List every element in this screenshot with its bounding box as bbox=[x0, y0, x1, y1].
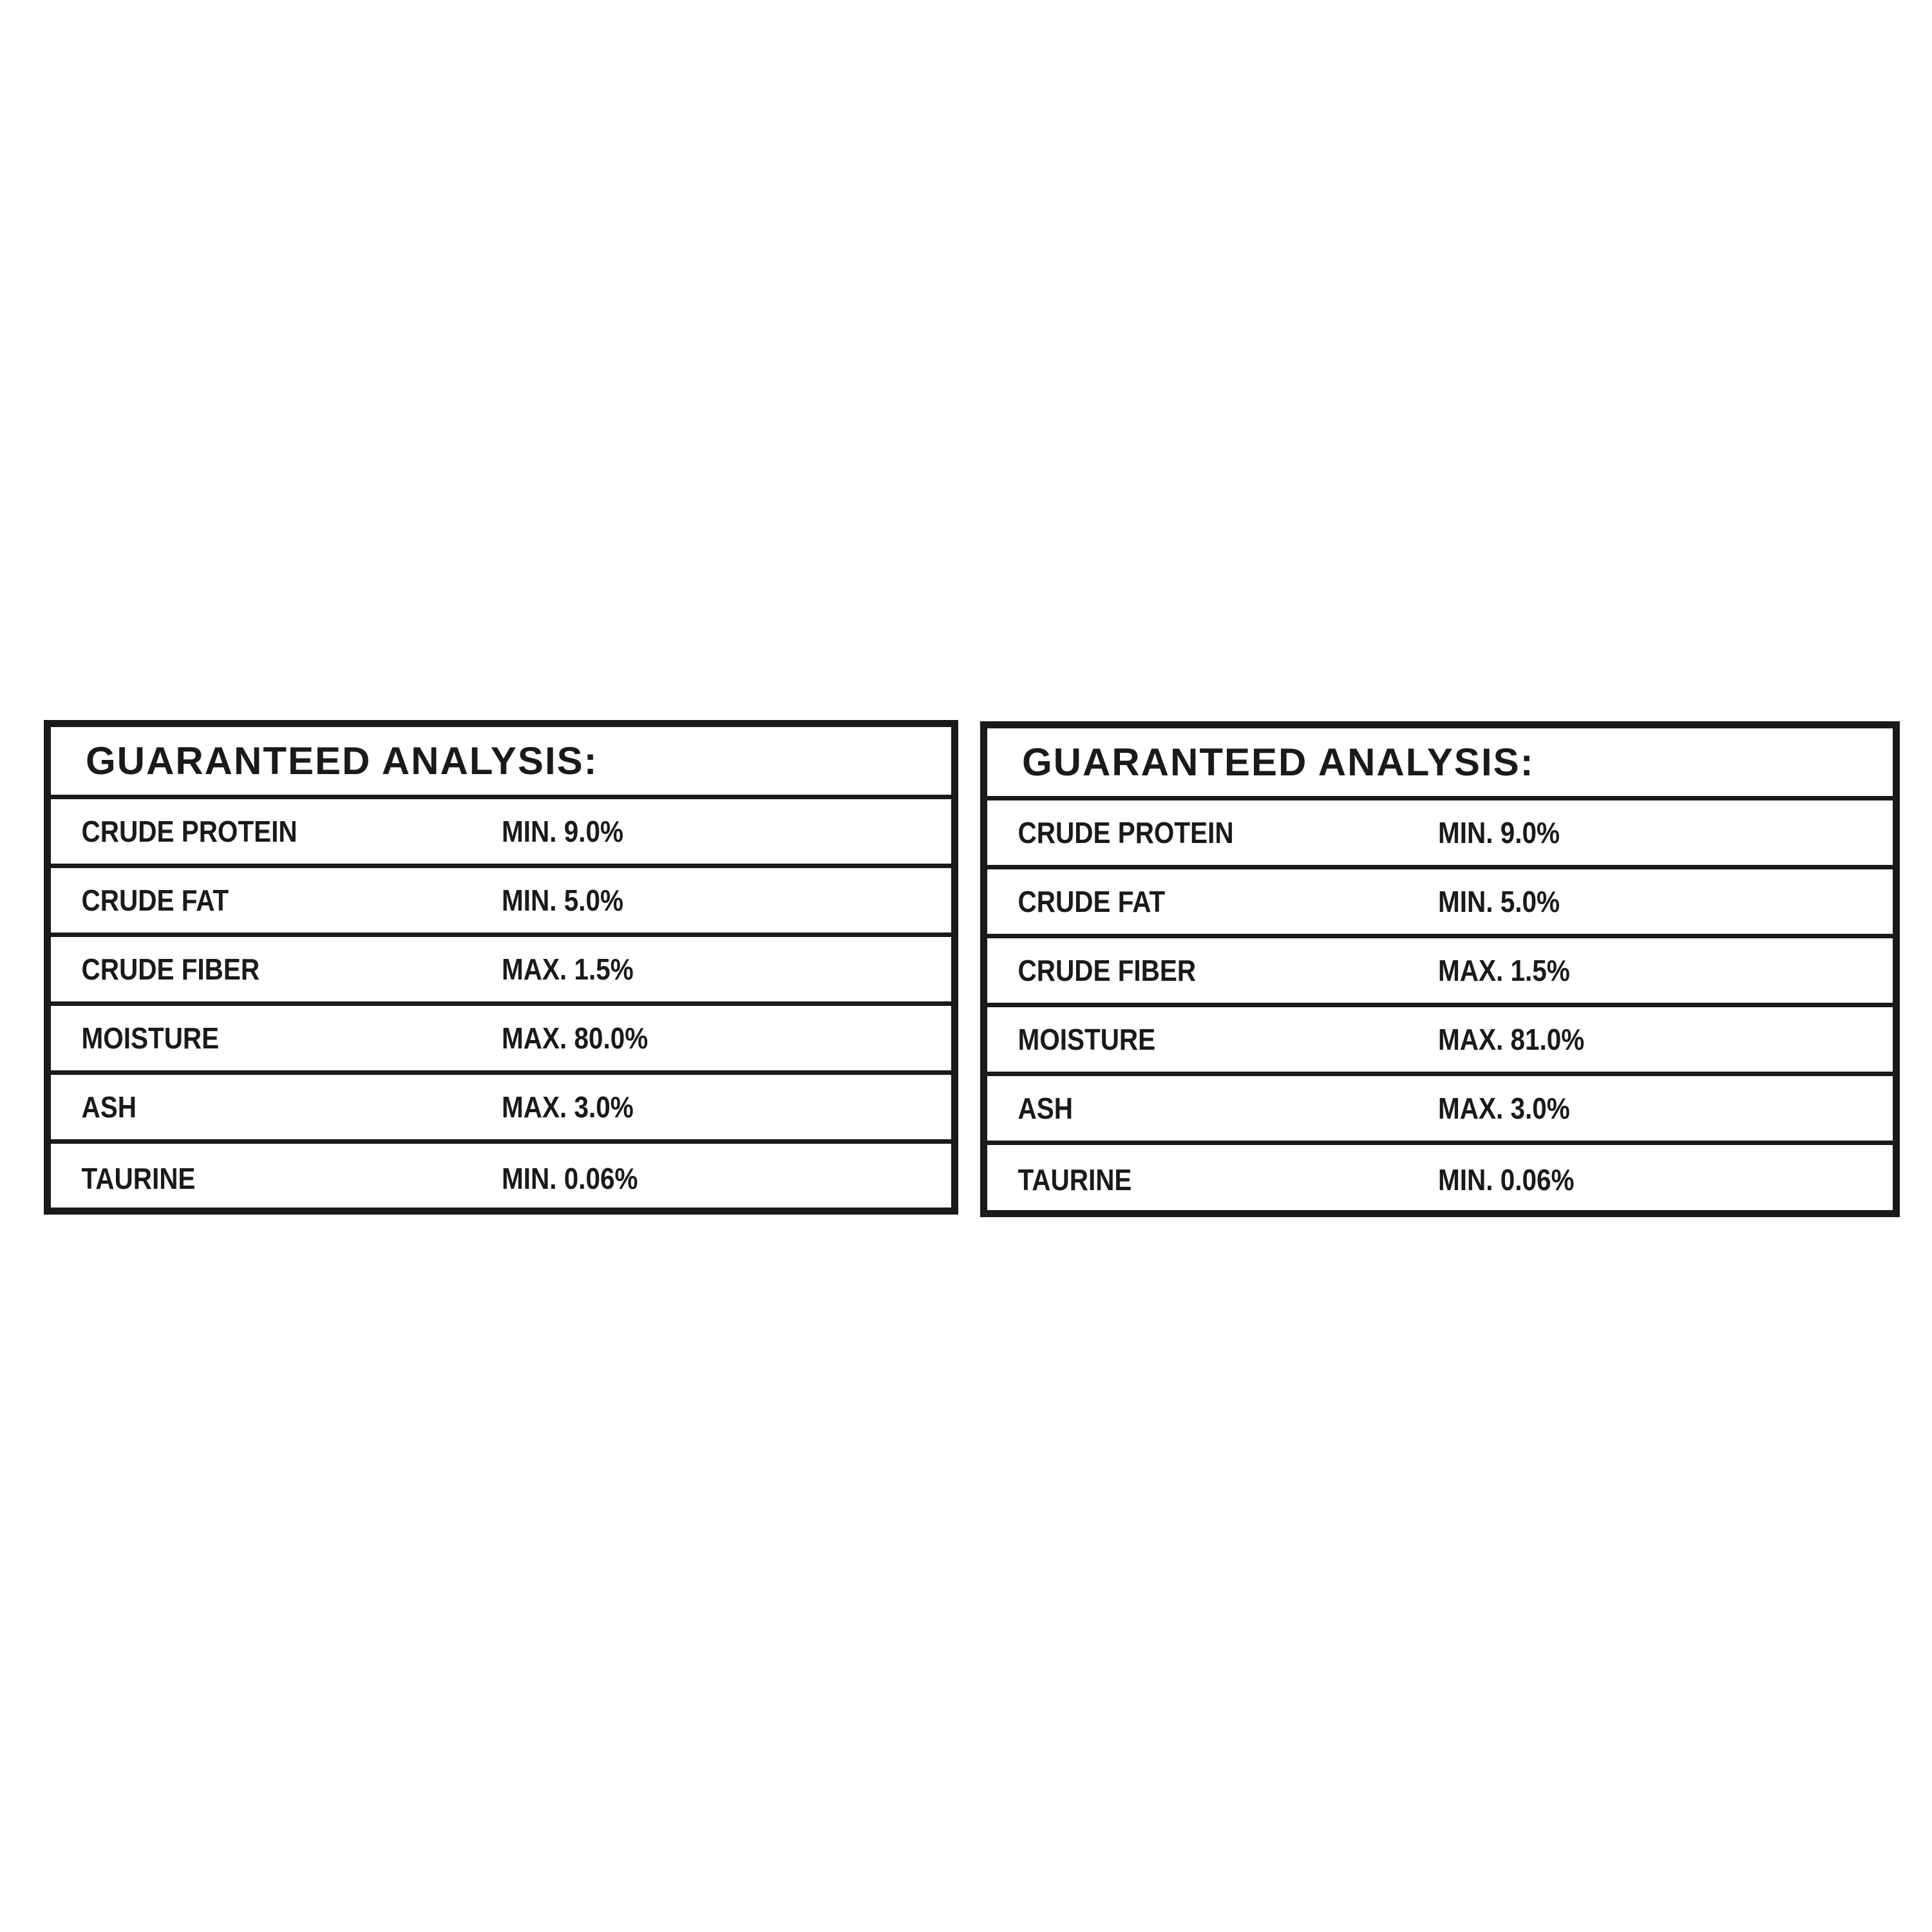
table-row bbox=[51, 799, 951, 868]
guaranteed-analysis-panel-left bbox=[44, 720, 958, 1215]
nutrient-value: MIN. 9.0% bbox=[1438, 816, 1560, 849]
nutrient-label: ASH bbox=[1018, 1092, 1073, 1125]
nutrient-label: ASH bbox=[81, 1090, 137, 1124]
table-row bbox=[51, 1144, 951, 1213]
nutrient-value: MIN. 0.06% bbox=[502, 1161, 638, 1195]
guaranteed-analysis-panel-right bbox=[980, 721, 1900, 1217]
nutrient-label: CRUDE PROTEIN bbox=[81, 815, 298, 848]
nutrient-label: TAURINE bbox=[1018, 1162, 1132, 1197]
nutrient-value: MIN. 0.06% bbox=[1438, 1162, 1575, 1197]
table-row bbox=[987, 938, 1893, 1007]
nutrient-value: MAX. 3.0% bbox=[502, 1090, 634, 1124]
table-row bbox=[987, 1007, 1893, 1076]
nutrient-value: MIN. 5.0% bbox=[502, 884, 623, 917]
nutrient-label: CRUDE FIBER bbox=[1018, 954, 1197, 987]
table-row bbox=[51, 1006, 951, 1075]
table-row bbox=[51, 868, 951, 937]
nutrient-value: MAX. 1.5% bbox=[1438, 954, 1570, 987]
nutrient-value: MIN. 5.0% bbox=[1438, 885, 1560, 918]
nutrient-label: MOISTURE bbox=[1018, 1023, 1156, 1056]
nutrient-label: CRUDE PROTEIN bbox=[1018, 816, 1234, 849]
nutrient-value: MAX. 81.0% bbox=[1438, 1023, 1585, 1056]
nutrient-value: MAX. 1.5% bbox=[502, 952, 634, 986]
nutrient-label: CRUDE FIBER bbox=[81, 952, 260, 986]
nutrient-value: MAX. 80.0% bbox=[502, 1021, 649, 1055]
table-row bbox=[51, 1075, 951, 1144]
panel-title: GUARANTEED ANALYSIS: bbox=[51, 727, 951, 799]
panel-title: GUARANTEED ANALYSIS: bbox=[987, 728, 1893, 800]
nutrient-value: MAX. 3.0% bbox=[1438, 1092, 1570, 1125]
nutrient-label: CRUDE FAT bbox=[1018, 885, 1166, 918]
nutrient-value: MIN. 9.0% bbox=[502, 815, 623, 848]
table-row bbox=[987, 800, 1893, 869]
nutrient-label: TAURINE bbox=[81, 1161, 196, 1195]
nutrient-label: MOISTURE bbox=[81, 1021, 220, 1055]
nutrient-label: CRUDE FAT bbox=[81, 884, 229, 917]
table-row bbox=[51, 937, 951, 1006]
table-row bbox=[987, 1076, 1893, 1145]
table-row bbox=[987, 869, 1893, 938]
table-row bbox=[987, 1145, 1893, 1214]
